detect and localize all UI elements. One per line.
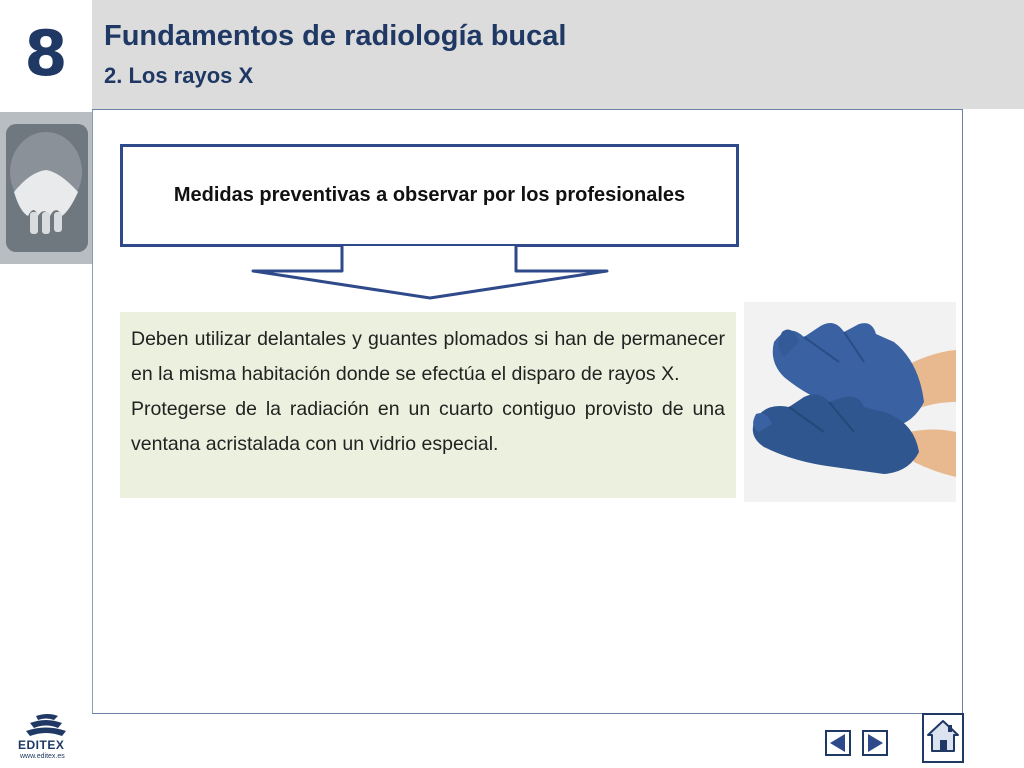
- logo-url: www.editex.es: [20, 753, 65, 760]
- xray-thumbnail: [0, 112, 92, 264]
- chapter-number: 8: [24, 17, 68, 90]
- logo-name: EDITEX: [18, 738, 65, 752]
- paragraph-1: Deben utilizar delantales y guantes plomados si han de permanecer en la misma habitación donde se efectúa el disparo de rayos X.: [131, 328, 725, 385]
- header-band: [0, 0, 1024, 109]
- page-title: Fundamentos de radiología bucal: [104, 20, 567, 52]
- home-button[interactable]: [922, 713, 964, 763]
- page-subtitle: 2. Los rayos X: [104, 63, 254, 88]
- down-arrow-icon: [250, 244, 610, 302]
- next-button[interactable]: [862, 730, 888, 756]
- paragraph-2: Protegerse de la radiación en un cuarto contiguo provisto de una ventana acristalada con un vidrio especial.: [131, 398, 725, 455]
- previous-button[interactable]: [825, 730, 851, 756]
- heading-box: [120, 144, 739, 247]
- lead-gloves-photo: [744, 302, 956, 502]
- heading-text: Medidas preventivas a observar por los profesionales: [173, 184, 686, 206]
- text-box: [120, 312, 736, 498]
- chapter-box: [0, 0, 92, 109]
